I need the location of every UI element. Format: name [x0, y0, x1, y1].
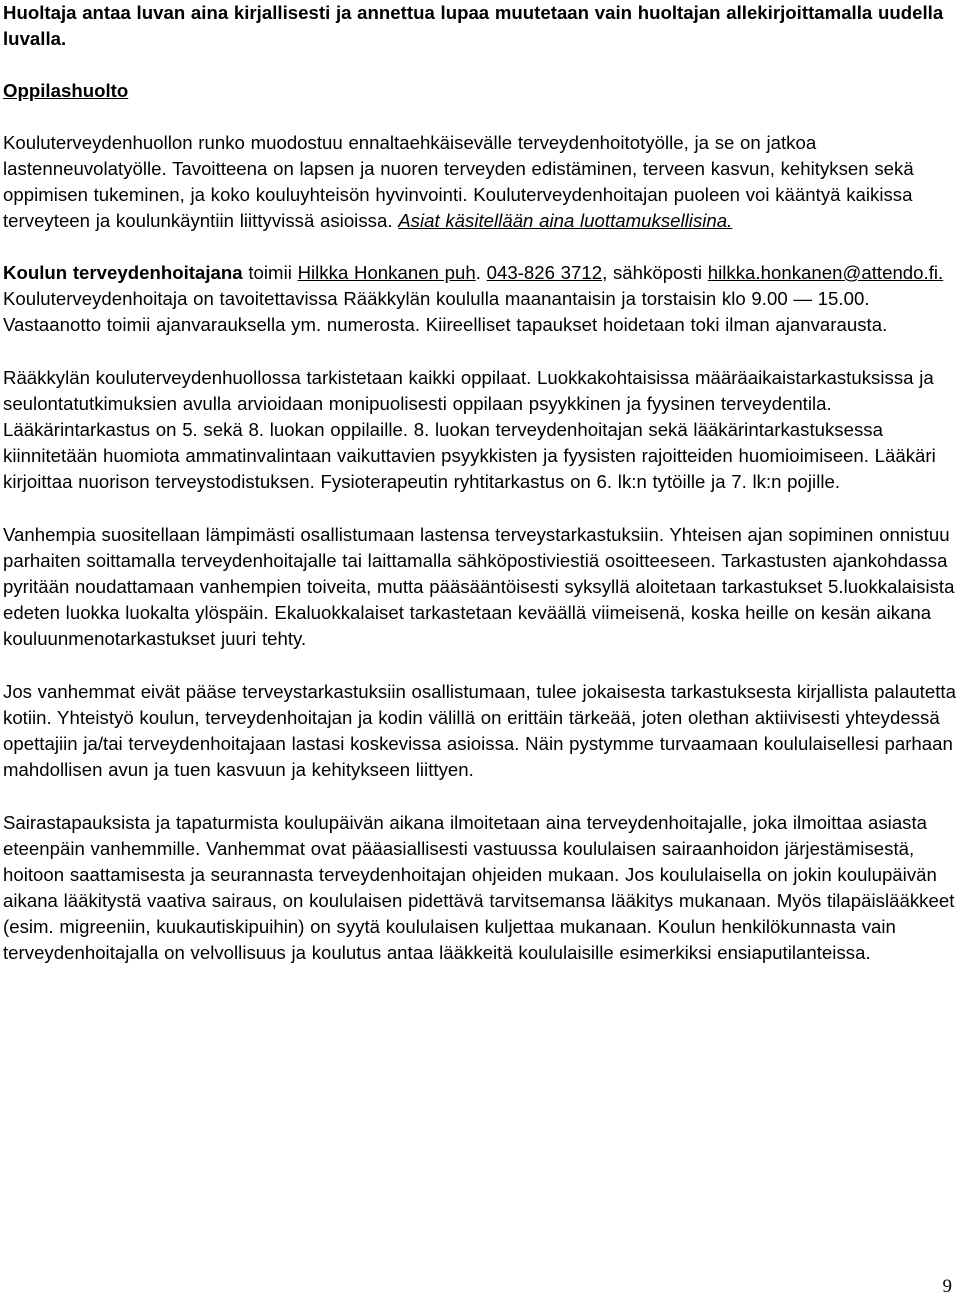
phone-label: puh — [438, 262, 476, 283]
confidentiality-note: Asiat käsitellään aina luottamuksellisina. — [398, 210, 733, 231]
parents-participation-paragraph: Vanhempia suositellaan lämpimästi osallistumaan lastensa terveystarkastuksiin. Yhteisen ajan sopiminen onnistuu parhaiten soittamalla terveydenhoitajalle tai laittamalla sähköpostiviestiä osoitteeseen. Tarkastusten ajankohdassa pyritään noudattamaan vanhempien toiveita, mutta pääsääntöisesti syksyllä aloitetaan tarkastukset 5.luokkalaisista edeten luokka luokalta ylöspäin. Ekaluokkalaiset tarkastetaan keväällä viimeisenä, koska heille on kesän aikana kouluunmenotarkastukset juuri tehty. — [3, 524, 955, 649]
nurse-name: Hilkka Honkanen — [297, 262, 439, 283]
reception-hours-text: Kouluterveydenhoitaja on tavoitettavissa Rääkkylän koululla maanantaisin ja torstaisin klo 9.00 — 15.00. Vastaanotto toimii ajanvarauksella ym. numerosta. Kiireelliset tapaukset hoidetaan toki ilman ajanvarausta. — [3, 288, 888, 335]
nurse-role-label: Koulun terveydenhoitajana — [3, 262, 243, 283]
section-heading: Oppilashuolto — [3, 80, 129, 101]
contact-text: toimii — [242, 262, 298, 283]
document-page — [3, 0, 958, 966]
page-number: 9 — [942, 1276, 952, 1297]
checkups-paragraph: Rääkkylän kouluterveydenhuollossa tarkistetaan kaikki oppilaat. Luokkakohtaisissa määräaikaistarkastuksissa ja seulontatutkimuksien avulla arvioidaan monipuolisesti oppilaan psyykkinen ja fyysinen terveydentila. Lääkärintarkastus on 5. sekä 8. luokan oppilaille. 8. luokan terveydenhoitajan sekä lääkärintarkastuksessa kiinnitetään huomiota ammatinvalintaan vaikuttavien psyykkisten ja fyysisten rajoitteiden huomioimiseen. Lääkäri kirjoittaa nuorison terveystodistuksen. Fysioterapeutin ryhtitarkastus on 6. lk:n tytöille ja 7. lk:n pojille. — [3, 367, 936, 492]
contact-text: , sähköposti — [602, 262, 708, 283]
health-care-text: Kouluterveydenhuollon runko muodostuu ennaltaehkäisevälle terveydenhoitotyölle, ja se on jatkoa lastenneuvolatyölle. Tavoitteena on lapsen ja nuoren terveyden edistäminen, terveen kasvun, kehityksen sekä oppimisen tukeminen, ja koko kouluyhteisön hyvinvointi. Kouluterveydenhoitajan puoleen voi kääntyä kaikissa terveyteen ja koulunkäyntiin liittyvissä asioissa. — [3, 132, 914, 231]
phone-number[interactable]: 043-826 3712 — [486, 262, 603, 283]
intro-paragraph: Huoltaja antaa luvan aina kirjallisesti ja annettua lupaa muutetaan vain huoltajan allekirjoittamalla uudella luvalla. — [3, 2, 944, 49]
illness-paragraph: Sairastapauksista ja tapaturmista koulupäivän aikana ilmoitetaan aina terveydenhoitajalle, joka ilmoittaa asiasta eteenpäin vanhemmille. Vanhemmat ovat pääasiallisesti vastuussa koululaisen sairaanhoidon järjestämisestä, hoitoon saattamisesta ja seurannasta terveydenhoitajan ohjeiden mukaan. Jos koululaisella on jokin koulupäivän aikana lääkitystä vaativa sairaus, on koululaisen pidettävä tarvitsemansa lääkitys mukanaan. Myös tilapäislääkkeet (esim. migreeniin, kuukautiskipuihin) on syytä koululaisen kuljettaa mukanaan. Koulun henkilökunnasta vain terveydenhoitajalla on velvollisuus ja koulutus antaa lääkkeitä koululaisille esimerkiksi ensiaputilanteissa. — [3, 812, 955, 963]
health-care-paragraph — [3, 130, 958, 234]
contact-text: . — [475, 262, 487, 283]
feedback-paragraph: Jos vanhemmat eivät pääse terveystarkastuksiin osallistumaan, tulee jokaisesta tarkastuksesta kirjallista palautetta kotiin. Yhteistyö koulun, terveydenhoitajan ja kodin välillä on erittäin tärkeää, joten olethan aktiivisesti yhteydessä opettajiin ja/tai terveydenhoitajaan lastasi koskevissa asioissa. Näin pystymme turvaamaan koululaisellesi parhaan mahdollisen avun ja tuen kasvuun ja kehitykseen liittyen. — [3, 681, 956, 780]
contact-paragraph — [3, 260, 958, 338]
email-link[interactable]: hilkka.honkanen@attendo.fi. — [707, 262, 944, 283]
